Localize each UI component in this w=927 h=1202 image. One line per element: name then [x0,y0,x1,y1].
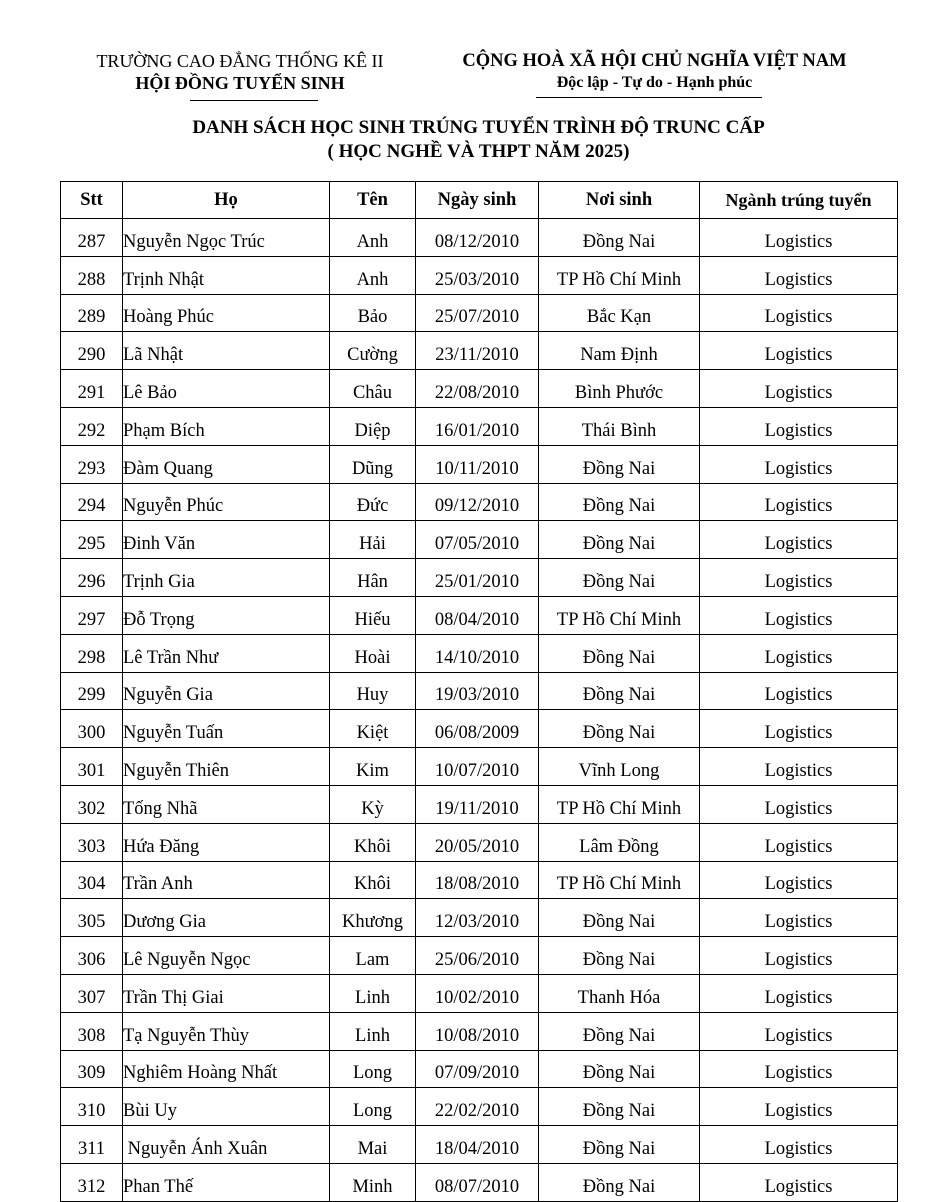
cell-ten: Kim [330,748,416,786]
cell-ngay-sinh: 19/03/2010 [416,672,539,710]
document-title [60,116,897,164]
cell-ngay-sinh: 10/08/2010 [416,1012,539,1050]
cell-stt: 289 [61,294,123,332]
cell-stt: 296 [61,559,123,597]
cell-stt: 290 [61,332,123,370]
cell-noi-sinh: TP Hồ Chí Minh [539,256,700,294]
cell-ngay-sinh: 07/05/2010 [416,521,539,559]
cell-noi-sinh: Vĩnh Long [539,748,700,786]
col-header-ngay-sinh: Ngày sinh [416,182,539,219]
cell-stt: 308 [61,1012,123,1050]
cell-ten: Hải [330,521,416,559]
cell-stt: 295 [61,521,123,559]
table-row [61,710,898,748]
cell-ho: Lê Bảo [123,370,330,408]
cell-nganh: Logistics [700,1088,898,1126]
cell-ten: Mai [330,1126,416,1164]
col-header-noi-sinh: Nơi sinh [539,182,700,219]
cell-ten: Linh [330,1012,416,1050]
cell-ho: Đàm Quang [123,445,330,483]
cell-ho: Lê Trần Như [123,634,330,672]
cell-nganh: Logistics [700,785,898,823]
cell-ngay-sinh: 23/11/2010 [416,332,539,370]
cell-ten: Linh [330,974,416,1012]
title-line-1: DANH SÁCH HỌC SINH TRÚNG TUYỂN TRÌNH ĐỘ TRUNC CẤP [192,117,765,138]
cell-noi-sinh: Đồng Nai [539,1088,700,1126]
cell-noi-sinh: Đồng Nai [539,219,700,257]
cell-ngay-sinh: 14/10/2010 [416,634,539,672]
cell-ngay-sinh: 08/04/2010 [416,596,539,634]
cell-ngay-sinh: 20/05/2010 [416,823,539,861]
col-header-ho: Họ [123,182,330,219]
cell-stt: 306 [61,937,123,975]
cell-noi-sinh: Thanh Hóa [539,974,700,1012]
table-row [61,974,898,1012]
cell-ngay-sinh: 08/07/2010 [416,1163,539,1201]
cell-stt: 297 [61,596,123,634]
table-row [61,219,898,257]
cell-noi-sinh: Đồng Nai [539,710,700,748]
cell-nganh: Logistics [700,899,898,937]
cell-ho: Phạm Bích [123,407,330,445]
cell-ten: Kiệt [330,710,416,748]
cell-noi-sinh: Đồng Nai [539,634,700,672]
cell-ngay-sinh: 19/11/2010 [416,785,539,823]
cell-ten: Long [330,1050,416,1088]
cell-ngay-sinh: 09/12/2010 [416,483,539,521]
cell-noi-sinh: Đồng Nai [539,483,700,521]
cell-nganh: Logistics [700,974,898,1012]
cell-noi-sinh: Đồng Nai [539,559,700,597]
cell-ho: Phan Thế [123,1163,330,1201]
cell-stt: 291 [61,370,123,408]
table-row [61,256,898,294]
cell-nganh: Logistics [700,256,898,294]
cell-ho: Nguyễn Ánh Xuân [123,1126,330,1164]
table-row [61,899,898,937]
cell-noi-sinh: TP Hồ Chí Minh [539,596,700,634]
cell-ho: Trịnh Nhật [123,256,330,294]
table-row [61,748,898,786]
cell-nganh: Logistics [700,483,898,521]
cell-noi-sinh: Đồng Nai [539,521,700,559]
cell-stt: 292 [61,407,123,445]
admission-table [60,181,898,1202]
cell-ten: Anh [330,256,416,294]
issuer-header [60,50,420,94]
table-header-row [61,182,898,219]
cell-ten: Bảo [330,294,416,332]
cell-ten: Hiếu [330,596,416,634]
cell-noi-sinh: Nam Định [539,332,700,370]
cell-ho: Trần Anh [123,861,330,899]
cell-ten: Hân [330,559,416,597]
cell-ho: Nguyễn Thiên [123,748,330,786]
cell-ten: Châu [330,370,416,408]
cell-stt: 311 [61,1126,123,1164]
cell-stt: 310 [61,1088,123,1126]
cell-noi-sinh: Lâm Đồng [539,823,700,861]
cell-noi-sinh: Đồng Nai [539,899,700,937]
cell-stt: 287 [61,219,123,257]
cell-nganh: Logistics [700,1126,898,1164]
table-row [61,407,898,445]
cell-ten: Khôi [330,861,416,899]
cell-stt: 298 [61,634,123,672]
title-line-2: ( HỌC NGHỀ VÀ THPT NĂM 2025) [327,141,630,162]
cell-ten: Diệp [330,407,416,445]
cell-nganh: Logistics [700,748,898,786]
cell-ngay-sinh: 25/03/2010 [416,256,539,294]
cell-stt: 307 [61,974,123,1012]
cell-stt: 293 [61,445,123,483]
cell-ho: Hoàng Phúc [123,294,330,332]
cell-nganh: Logistics [700,823,898,861]
cell-noi-sinh: Đồng Nai [539,1163,700,1201]
cell-ho: Trần Thị Giai [123,974,330,1012]
cell-nganh: Logistics [700,219,898,257]
cell-ten: Long [330,1088,416,1126]
cell-ho: Đỗ Trọng [123,596,330,634]
cell-noi-sinh: TP Hồ Chí Minh [539,785,700,823]
table-row [61,521,898,559]
cell-ho: Nguyễn Tuấn [123,710,330,748]
cell-stt: 301 [61,748,123,786]
cell-ngay-sinh: 22/02/2010 [416,1088,539,1126]
table-row [61,370,898,408]
cell-ho: Nguyễn Gia [123,672,330,710]
cell-ten: Minh [330,1163,416,1201]
table-row [61,1012,898,1050]
cell-nganh: Logistics [700,861,898,899]
cell-ngay-sinh: 08/12/2010 [416,219,539,257]
cell-stt: 288 [61,256,123,294]
table-row [61,861,898,899]
cell-ten: Khương [330,899,416,937]
table-row [61,937,898,975]
cell-ho: Trịnh Gia [123,559,330,597]
table-row [61,785,898,823]
cell-ngay-sinh: 25/07/2010 [416,294,539,332]
cell-ho: Tạ Nguyễn Thùy [123,1012,330,1050]
cell-ngay-sinh: 10/07/2010 [416,748,539,786]
table-row [61,634,898,672]
cell-stt: 299 [61,672,123,710]
table-row [61,672,898,710]
cell-noi-sinh: Bắc Kạn [539,294,700,332]
cell-nganh: Logistics [700,710,898,748]
cell-ho: Lê Nguyễn Ngọc [123,937,330,975]
cell-noi-sinh: Đồng Nai [539,937,700,975]
cell-ho: Hứa Đăng [123,823,330,861]
table-row [61,596,898,634]
cell-nganh: Logistics [700,1163,898,1201]
table-row [61,1163,898,1201]
cell-ngay-sinh: 16/01/2010 [416,407,539,445]
table-row [61,823,898,861]
cell-ten: Kỳ [330,785,416,823]
table-row [61,1126,898,1164]
school-name: TRƯỜNG CAO ĐẲNG THỐNG KÊ II [96,51,384,71]
cell-noi-sinh: Đồng Nai [539,1050,700,1088]
cell-ngay-sinh: 06/08/2009 [416,710,539,748]
motto: Độc lập - Tự do - Hạnh phúc [556,74,753,91]
cell-nganh: Logistics [700,634,898,672]
table-row [61,445,898,483]
cell-nganh: Logistics [700,1050,898,1088]
motto-underline [536,97,762,98]
cell-nganh: Logistics [700,294,898,332]
table-row [61,294,898,332]
cell-noi-sinh: Đồng Nai [539,445,700,483]
cell-nganh: Logistics [700,596,898,634]
council-underline [190,100,318,101]
cell-ho: Bùi Uy [123,1088,330,1126]
cell-nganh: Logistics [700,1012,898,1050]
cell-ngay-sinh: 07/09/2010 [416,1050,539,1088]
cell-ten: Anh [330,219,416,257]
cell-stt: 305 [61,899,123,937]
cell-nganh: Logistics [700,407,898,445]
cell-stt: 303 [61,823,123,861]
cell-stt: 304 [61,861,123,899]
col-header-nganh: Ngành trúng tuyển [700,182,898,219]
cell-ngay-sinh: 18/04/2010 [416,1126,539,1164]
cell-stt: 302 [61,785,123,823]
cell-nganh: Logistics [700,445,898,483]
nation-name: CỘNG HOÀ XÃ HỘI CHỦ NGHĨA VIỆT NAM [462,51,847,71]
cell-nganh: Logistics [700,521,898,559]
nation-header [432,50,877,94]
cell-nganh: Logistics [700,937,898,975]
cell-ho: Nghiêm Hoàng Nhất [123,1050,330,1088]
cell-ngay-sinh: 18/08/2010 [416,861,539,899]
cell-ho: Dương Gia [123,899,330,937]
cell-ten: Cường [330,332,416,370]
cell-ngay-sinh: 10/02/2010 [416,974,539,1012]
table-row [61,1088,898,1126]
cell-ngay-sinh: 10/11/2010 [416,445,539,483]
table-row [61,1050,898,1088]
cell-ten: Khôi [330,823,416,861]
col-header-ten: Tên [330,182,416,219]
cell-ho: Tống Nhã [123,785,330,823]
cell-ten: Lam [330,937,416,975]
cell-ngay-sinh: 25/01/2010 [416,559,539,597]
cell-ngay-sinh: 22/08/2010 [416,370,539,408]
table-row [61,332,898,370]
cell-ho: Nguyễn Ngọc Trúc [123,219,330,257]
cell-stt: 300 [61,710,123,748]
cell-noi-sinh: Thái Bình [539,407,700,445]
cell-stt: 312 [61,1163,123,1201]
cell-ho: Lã Nhật [123,332,330,370]
cell-ten: Dũng [330,445,416,483]
cell-ho: Đinh Văn [123,521,330,559]
cell-nganh: Logistics [700,370,898,408]
table-row [61,483,898,521]
cell-nganh: Logistics [700,332,898,370]
cell-noi-sinh: Đồng Nai [539,1126,700,1164]
cell-ten: Huy [330,672,416,710]
cell-stt: 294 [61,483,123,521]
cell-ngay-sinh: 12/03/2010 [416,899,539,937]
council-name: HỘI ĐỒNG TUYỂN SINH [135,73,345,93]
cell-ngay-sinh: 25/06/2010 [416,937,539,975]
col-header-stt: Stt [61,182,123,219]
cell-noi-sinh: Đồng Nai [539,672,700,710]
cell-ho: Nguyễn Phúc [123,483,330,521]
cell-noi-sinh: Đồng Nai [539,1012,700,1050]
table-row [61,559,898,597]
cell-nganh: Logistics [700,672,898,710]
cell-noi-sinh: TP Hồ Chí Minh [539,861,700,899]
cell-ten: Hoài [330,634,416,672]
cell-ten: Đức [330,483,416,521]
cell-nganh: Logistics [700,559,898,597]
cell-noi-sinh: Bình Phước [539,370,700,408]
cell-stt: 309 [61,1050,123,1088]
